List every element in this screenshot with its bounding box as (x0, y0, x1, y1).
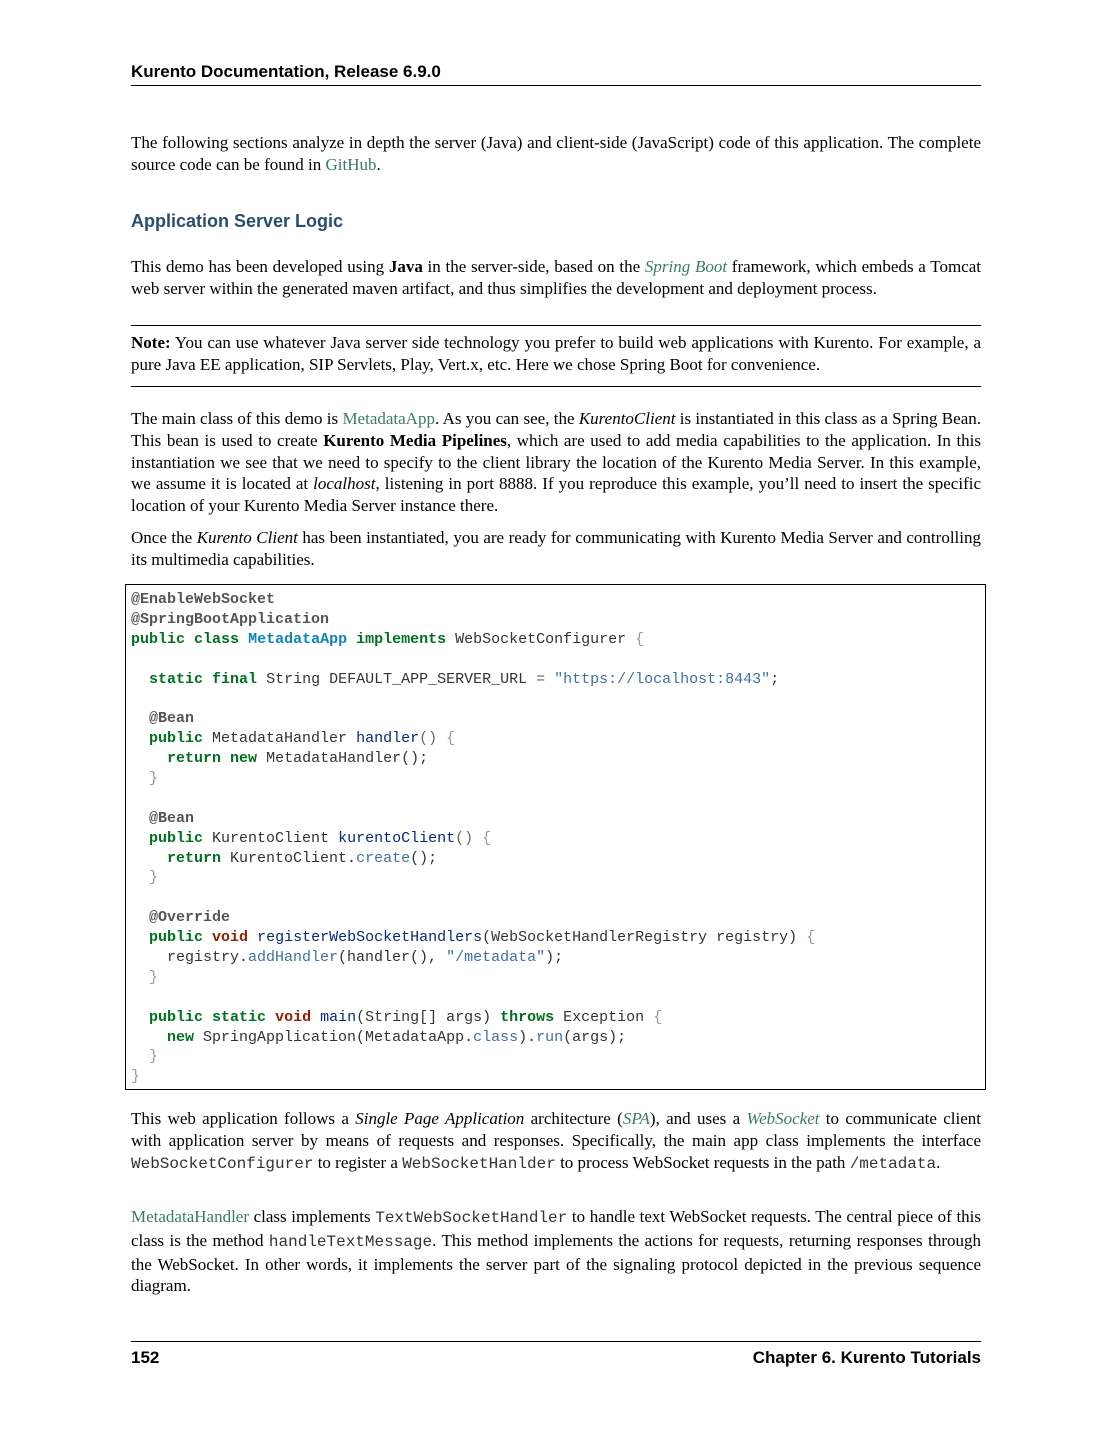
inline-code: WebSocketConfigurer (131, 1154, 314, 1173)
kurento-client-paragraph (131, 527, 981, 571)
code-token: MetadataHandler (203, 730, 357, 748)
code-token (797, 929, 806, 946)
code-line (131, 849, 985, 869)
section-heading: Application Server Logic (131, 211, 344, 231)
code-token: (String[] args) (356, 1008, 501, 1026)
code-token (131, 1029, 167, 1046)
text: , which are used to add media capabilities to the application. In this instantiation we see that we need to specify to the client library the location of the Kurento Media Server. In this example, we assume it is located at (131, 430, 982, 494)
bold-text: Note: (131, 333, 171, 352)
code-token: void (212, 929, 249, 947)
code-token (131, 671, 149, 688)
code-token: } (149, 1048, 159, 1066)
link[interactable]: GitHub (325, 154, 377, 174)
handler-paragraph (131, 1206, 981, 1297)
code-token: public (131, 630, 186, 648)
inline-code: WebSocketHanlder (402, 1154, 556, 1173)
code-token (203, 1009, 212, 1026)
code-token: @Override (149, 909, 231, 927)
link[interactable]: SPA (622, 1109, 650, 1128)
code-token (266, 1009, 275, 1026)
text: . (936, 1152, 941, 1172)
text: This web application follows a (131, 1109, 356, 1128)
code-token (203, 929, 212, 946)
code-token: @Bean (149, 710, 195, 728)
code-line (131, 948, 985, 968)
code-token: return (167, 750, 222, 768)
code-line (131, 709, 985, 729)
text: ), and uses a (649, 1109, 747, 1128)
code-token (248, 929, 257, 946)
text: Once the (131, 528, 197, 547)
intro-paragraph (131, 132, 981, 176)
code-token (131, 969, 149, 986)
code-line (131, 610, 985, 630)
page-footer (131, 1341, 981, 1368)
code-line (131, 749, 985, 769)
code-token (131, 830, 149, 847)
code-line (131, 988, 985, 1008)
code-token: ; (770, 670, 780, 688)
note-box (131, 325, 981, 387)
code-token: MetadataApp (248, 630, 348, 648)
bold-text: Kurento Media Pipelines (323, 430, 507, 450)
code-token: throws (500, 1008, 555, 1026)
code-line (131, 670, 985, 690)
bold-text: Java (388, 257, 423, 276)
code-token (347, 631, 356, 648)
code-token (185, 631, 194, 648)
text: The main class of this demo is (131, 409, 343, 428)
java-paragraph (131, 256, 981, 300)
code-token (131, 1048, 149, 1065)
code-token: public (149, 1008, 204, 1026)
code-token: public (149, 730, 204, 748)
code-token: new (230, 750, 258, 768)
code-token: (args); (563, 1028, 627, 1046)
link[interactable]: WebSocket (746, 1109, 820, 1128)
code-token: class (194, 630, 240, 648)
code-token: "https://localhost:8443" (554, 670, 771, 688)
text: to process WebSocket requests in the path (555, 1152, 850, 1172)
code-token: static (212, 1008, 267, 1026)
code-line (131, 968, 985, 988)
code-token: registry. (131, 949, 249, 967)
page-number: 152 (131, 1348, 160, 1367)
code-token: run (536, 1028, 564, 1046)
code-token: @SpringBootApplication (131, 610, 330, 628)
code-token: WebSocketConfigurer (446, 630, 636, 648)
code-token: registerWebSocketHandlers (257, 929, 483, 947)
code-token (131, 869, 149, 886)
text: . This method implements the actions for requests, returning responses through the WebSocket. In other words, it implements the server part of the signaling protocol depicted in the previous sequence diagram. (131, 1230, 981, 1296)
code-token: return (167, 849, 222, 867)
code-token (239, 631, 248, 648)
code-token: KurentoClient. (221, 849, 357, 867)
code-token: implements (356, 630, 447, 648)
code-token: () (455, 829, 474, 847)
code-line (131, 829, 985, 849)
code-token (131, 730, 149, 747)
italic-text: Kurento Client (196, 528, 298, 547)
text: to handle text WebSocket requests. The central piece of this class is the method (131, 1207, 982, 1250)
link[interactable]: Spring Boot (644, 257, 728, 276)
code-token (473, 830, 482, 847)
text: . (376, 154, 381, 174)
code-token: { (635, 630, 645, 648)
code-line (131, 769, 985, 789)
italic-text: Single Page Application (355, 1109, 525, 1128)
code-token: { (806, 929, 816, 947)
code-token (131, 770, 149, 787)
italic-text: KurentoClient (578, 409, 676, 428)
code-token: class (473, 1028, 519, 1046)
code-line (131, 1067, 985, 1087)
code-token (131, 750, 167, 767)
code-token (203, 671, 212, 688)
code-token (131, 850, 167, 867)
code-line (131, 1008, 985, 1028)
link[interactable]: MetadataHandler (131, 1207, 249, 1226)
code-block (125, 584, 986, 1090)
code-line (131, 630, 985, 650)
text: The following sections analyze in depth the server (Java) and client-side (JavaScript) code of this application. The complete source code can be found in (131, 133, 981, 174)
code-token: Exception (554, 1008, 654, 1026)
code-token: KurentoClient (203, 829, 339, 847)
code-token: ). (518, 1028, 537, 1046)
code-line (131, 650, 985, 670)
code-token: = (536, 670, 546, 688)
text: You can use whatever Java server side technology you prefer to build web applications with Kurento. For example, a pure Java EE application, SIP Servlets, Play, Vert.x, etc. Here we chose Spring Boot for convenience. (131, 333, 981, 374)
code-token: MetadataHandler(); (257, 750, 429, 768)
chapter-title: Chapter 6. Kurento Tutorials (752, 1348, 981, 1367)
code-token: "/metadata" (446, 949, 546, 967)
code-token: } (149, 968, 159, 986)
code-token: addHandler (248, 949, 339, 967)
italic-text: localhost (313, 474, 376, 494)
code-token (221, 750, 230, 767)
code-token: ); (545, 949, 564, 967)
code-token: SpringApplication(MetadataApp. (194, 1028, 474, 1046)
text: to communicate client with application server by means of requests and responses. Specifically, the main app class implements the interface (131, 1109, 981, 1150)
code-line (131, 590, 985, 610)
code-line (131, 908, 985, 928)
code-line (131, 928, 985, 948)
spa-paragraph (131, 1108, 981, 1175)
code-token (131, 810, 149, 827)
text: . As you can see, the (434, 409, 579, 428)
code-token: @EnableWebSocket (131, 591, 276, 608)
code-token: new (167, 1028, 195, 1046)
running-header: Kurento Documentation, Release 6.9.0 (131, 62, 981, 86)
code-line (131, 729, 985, 749)
text: This demo has been developed using (131, 257, 389, 276)
code-line (131, 868, 985, 888)
code-line (131, 1047, 985, 1067)
code-token (131, 909, 149, 926)
code-token (311, 1009, 320, 1026)
code-token: (WebSocketHandlerRegistry registry) (482, 929, 798, 947)
code-token: { (446, 730, 456, 748)
code-token (545, 671, 554, 688)
code-token: { (482, 829, 492, 847)
link[interactable]: MetadataApp (342, 409, 435, 428)
text: , listening in port 8888. If you reproduce this example, you’ll need to insert the specific location of your Kurento Media Server instance there. (131, 474, 982, 516)
code-token: kurentoClient (338, 829, 456, 847)
code-token: String DEFAULT_APP_SERVER_URL (257, 670, 537, 688)
inline-code: /metadata (849, 1154, 937, 1173)
code-token (437, 730, 446, 747)
code-token: create (356, 849, 411, 867)
code-token: static (149, 670, 204, 688)
text: framework, which embeds a Tomcat web server within the generated maven artifact, and thus simplifies the development and deployment process. (131, 257, 981, 298)
text: in the server-side, based on the (422, 257, 645, 276)
code-token: public (149, 929, 204, 947)
code-token: main (320, 1008, 357, 1026)
code-token: public (149, 829, 204, 847)
code-line (131, 809, 985, 829)
text: to register a (313, 1152, 403, 1172)
text: architecture ( (524, 1109, 623, 1128)
code-token: } (149, 869, 159, 887)
code-line (131, 888, 985, 908)
code-token: @Bean (149, 809, 195, 827)
text: is instantiated in this class as a Spring Bean. This bean is used to create (131, 409, 981, 450)
text: has been instantiated, you are ready for communicating with Kurento Media Server and controlling its multimedia capabilities. (131, 528, 981, 569)
code-token: } (131, 1068, 141, 1086)
code-token (131, 1009, 149, 1026)
code-token: () (419, 730, 438, 748)
code-token: handler (356, 730, 420, 748)
main-class-paragraph (131, 408, 981, 517)
code-token: { (653, 1008, 663, 1026)
code-token: (); (410, 849, 438, 867)
code-token: void (275, 1008, 312, 1026)
code-token (131, 929, 149, 946)
code-token: final (212, 670, 258, 688)
code-line (131, 1028, 985, 1048)
inline-code: handleTextMessage (268, 1232, 433, 1251)
code-line (131, 689, 985, 709)
text: class implements (249, 1207, 376, 1226)
inline-code: TextWebSocketHandler (375, 1209, 568, 1227)
code-line (131, 789, 985, 809)
code-token (131, 710, 149, 727)
code-token: } (149, 770, 159, 788)
code-token: (handler(), (338, 949, 447, 967)
